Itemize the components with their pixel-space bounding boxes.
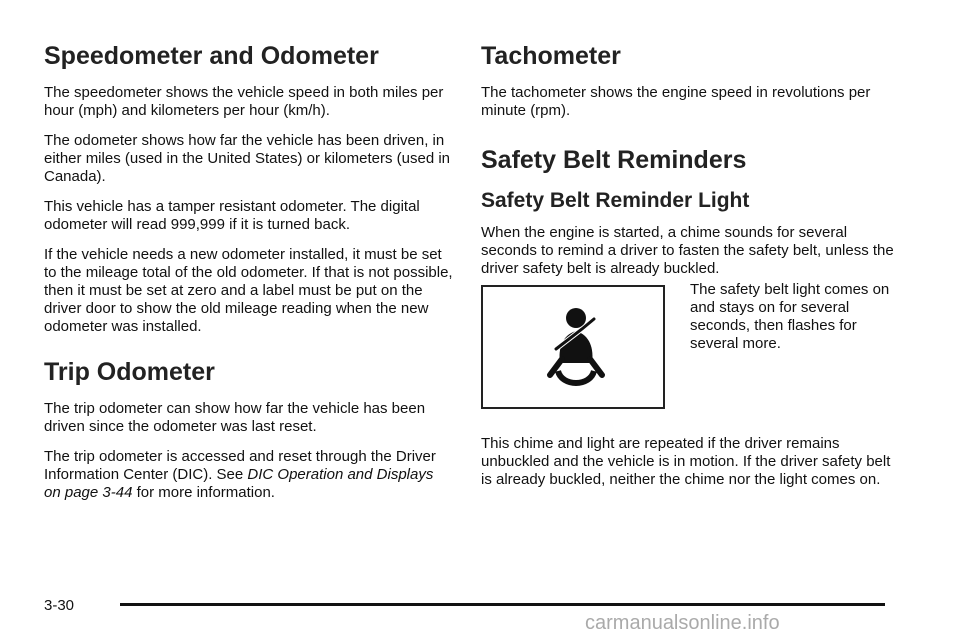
footer-rule (120, 603, 885, 606)
dic-reference-link[interactable]: DIC Operation and Displays on page 3-44 (44, 466, 434, 501)
bottom-right-block (481, 435, 901, 489)
paragraph-trip-2-end: for more information. (132, 484, 275, 501)
paragraph-trip-2-start: The trip odometer is accessed and reset through the Driver Information Center (DIC). See (44, 448, 436, 483)
paragraph-light-comes-on: The safety belt light comes on and stays on for several seconds, then flashes for several more. (690, 281, 890, 352)
page-number: 3-30 (44, 597, 75, 614)
paragraph-tamper: This vehicle has a tamper resistant odometer. The digital odometer will read 999,999 if it is turned back. (44, 198, 420, 233)
paragraph-speedometer: The speedometer shows the vehicle speed in both miles per hour (mph) and kilometers per hour (km/h). (44, 84, 444, 119)
paragraph-new-odometer: If the vehicle needs a new odometer installed, it must be set to the mileage total of the old odometer. If that is not possible, then it must be set at zero and a label must be put on the driver door to show the old mileage reading when the new odometer was installed. (44, 246, 453, 335)
right-column (481, 40, 901, 278)
left-column (44, 40, 454, 502)
side-text-block (690, 281, 900, 353)
paragraph-odometer: The odometer shows how far the vehicle has been driven, in either miles (used in the United States) or kilometers (used in Canada). (44, 132, 451, 185)
heading-tachometer: Tachometer (481, 42, 621, 70)
heading-speedometer-odometer: Speedometer and Odometer (44, 42, 379, 70)
heading-safety-belt-reminders: Safety Belt Reminders (481, 146, 747, 174)
paragraph-chime-repeat: This chime and light are repeated if the driver remains unbuckled and the vehicle is in motion. If the driver safety belt is already buckled, neither the chime nor the light comes on. (481, 435, 891, 488)
paragraph-trip-1: The trip odometer can show how far the vehicle has been driven since the odometer was last reset. (44, 400, 426, 435)
safety-belt-icon (536, 305, 616, 391)
watermark: carmanualsonline.info (585, 612, 780, 634)
subheading-reminder-light: Safety Belt Reminder Light (481, 189, 750, 212)
safety-belt-icon-frame (481, 285, 665, 409)
paragraph-tachometer: The tachometer shows the engine speed in revolutions per minute (rpm). (481, 84, 871, 119)
paragraph-trip-2 (44, 448, 454, 502)
paragraph-chime: When the engine is started, a chime sounds for several seconds to remind a driver to fasten the safety belt, unless the driver safety belt is already buckled. (481, 224, 894, 277)
heading-trip-odometer: Trip Odometer (44, 358, 215, 386)
